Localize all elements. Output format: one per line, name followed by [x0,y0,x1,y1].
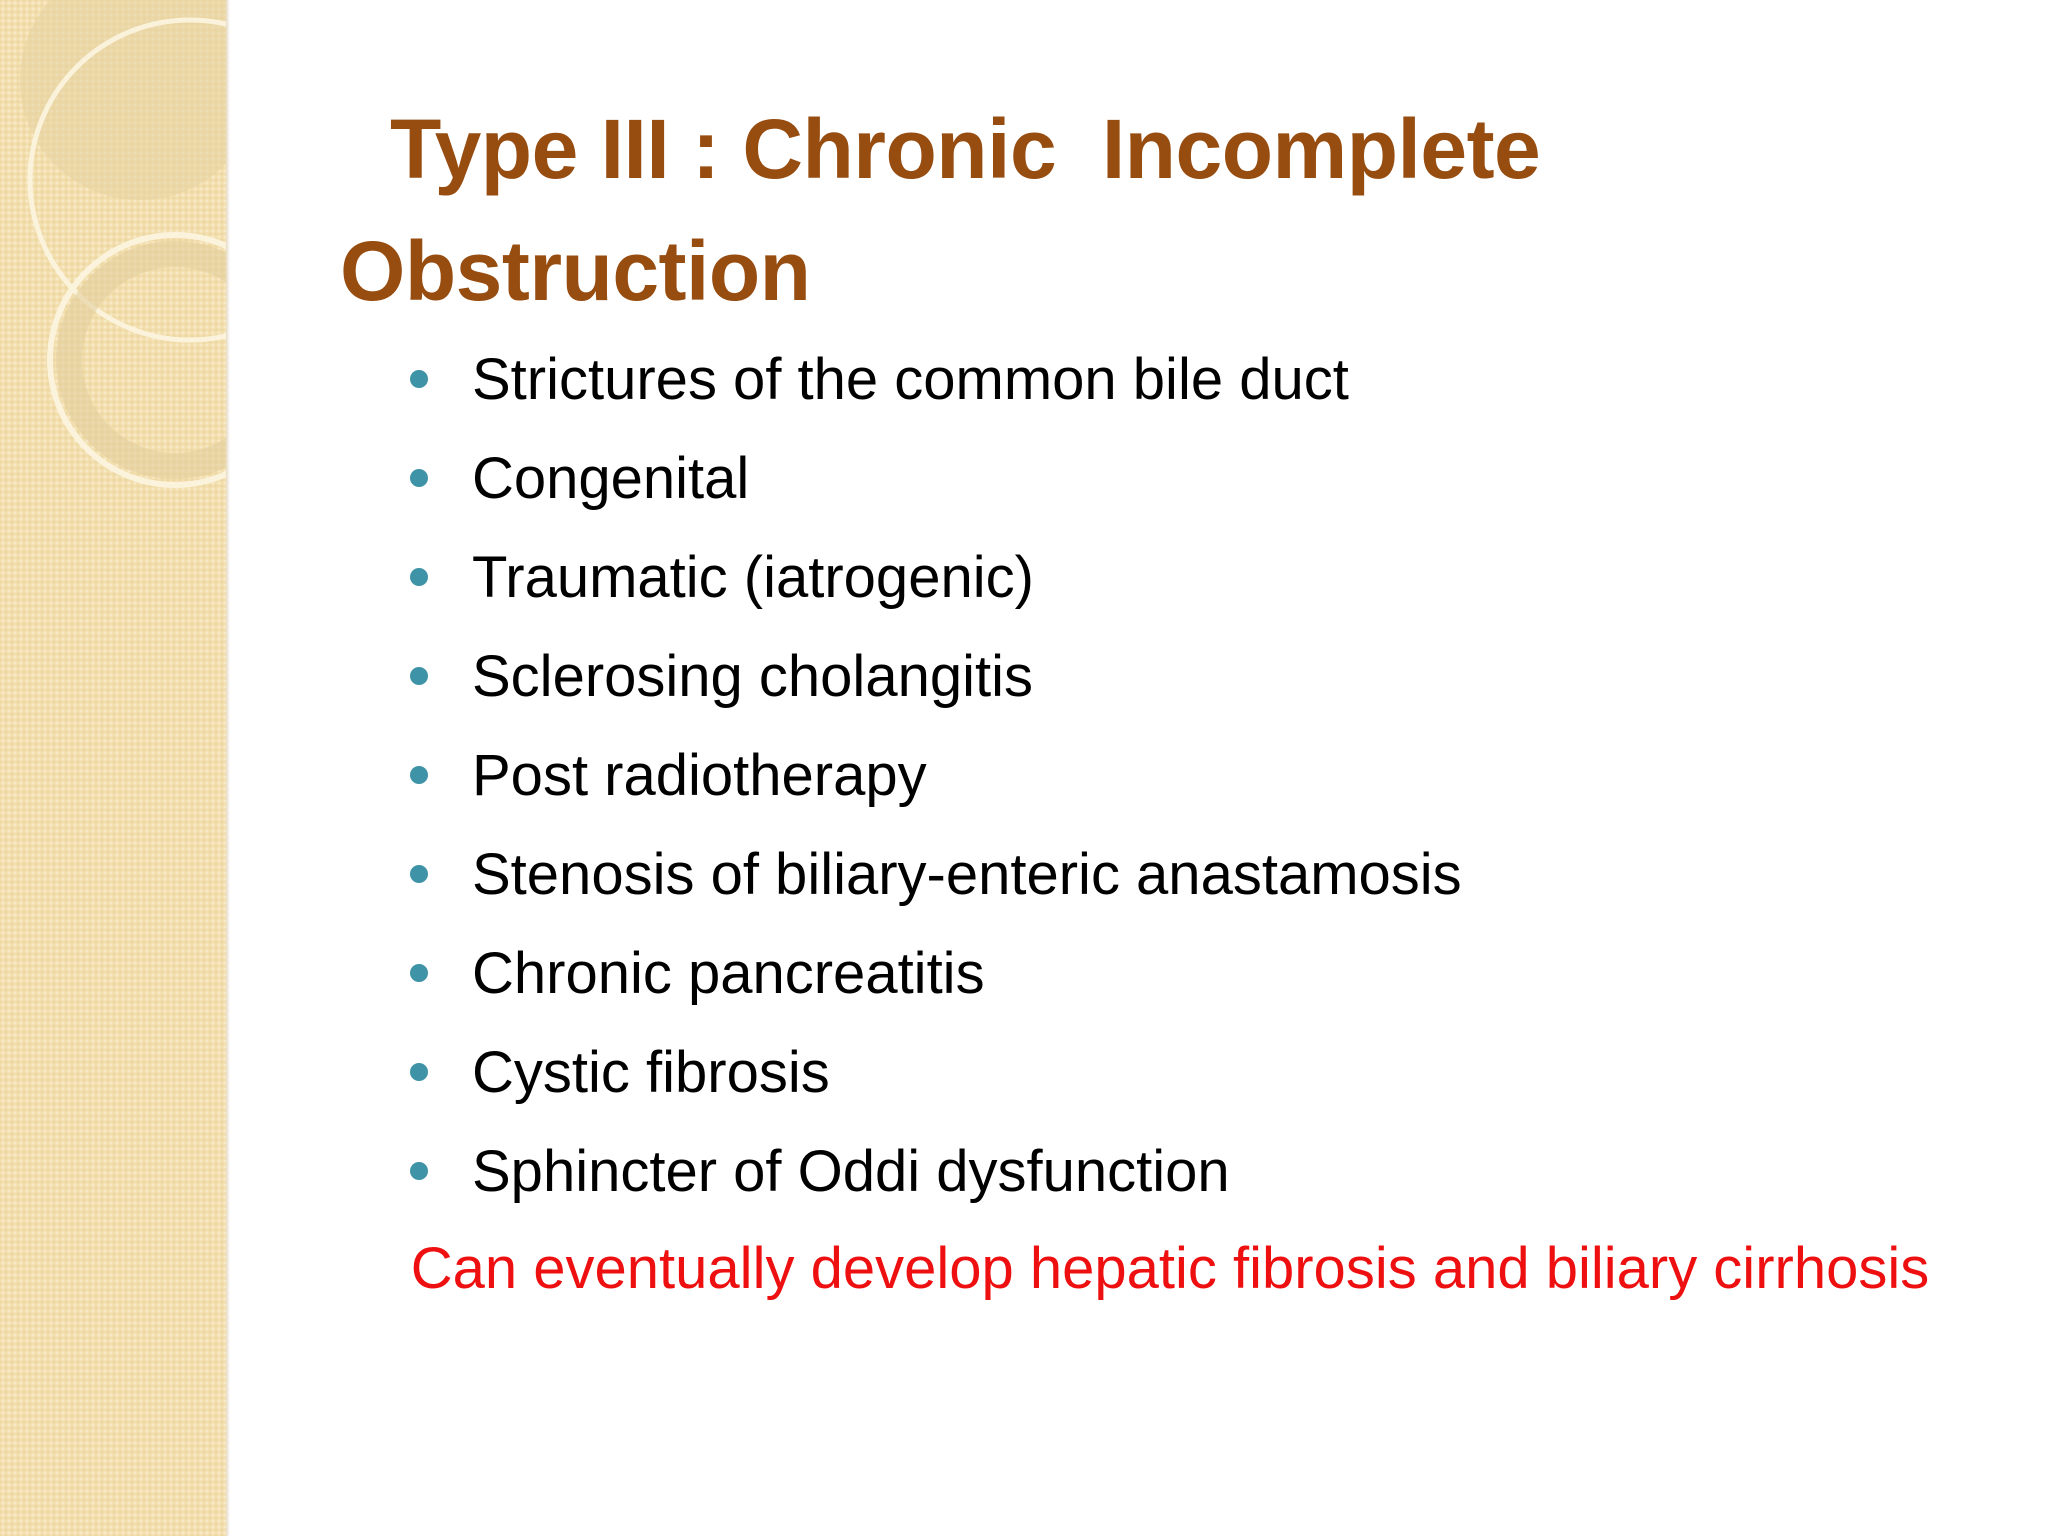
slide-title-line-1: Type III : Chronic Incomplete [390,102,1541,196]
list-item-text: Cystic fibrosis [472,1040,830,1105]
outcome-note: Can eventually develop hepatic fibrosis and biliary cirrhosis [410,1236,1930,1301]
list-item-text: Traumatic (iatrogenic) [472,545,1034,610]
list-item-text: Stenosis of biliary-enteric anastamosis [472,842,1462,907]
list-item [400,825,1900,924]
bullet-dot-icon [410,1063,428,1081]
list-item [400,924,1900,1023]
side-panel-edge [226,0,230,1536]
slide-title-line-2: Obstruction [340,224,811,318]
list-item-text: Sclerosing cholangitis [472,644,1033,709]
decorative-side-panel [0,0,226,1536]
bullet-dot-icon [410,865,428,883]
bullet-dot-icon [410,667,428,685]
list-item-text: Chronic pancreatitis [472,941,985,1006]
bullet-dot-icon [410,1162,428,1180]
list-item-text: Strictures of the common bile duct [472,347,1349,412]
list-item [400,528,1900,627]
list-item [400,1023,1900,1122]
cause-list [400,330,1900,1221]
bullet-dot-icon [410,964,428,982]
list-item [400,1122,1900,1221]
list-item-text: Congenital [472,446,750,511]
list-item [400,330,1900,429]
bullet-dot-icon [410,469,428,487]
list-item [400,429,1900,528]
list-item-text: Sphincter of Oddi dysfunction [472,1139,1230,1204]
bullet-dot-icon [410,568,428,586]
decorative-rings-graphic [0,0,226,1536]
bullet-dot-icon [410,370,428,388]
bullet-dot-icon [410,766,428,784]
slide-title [340,88,1740,332]
list-item [400,726,1900,825]
list-item-text: Post radiotherapy [472,743,927,808]
list-item [400,627,1900,726]
